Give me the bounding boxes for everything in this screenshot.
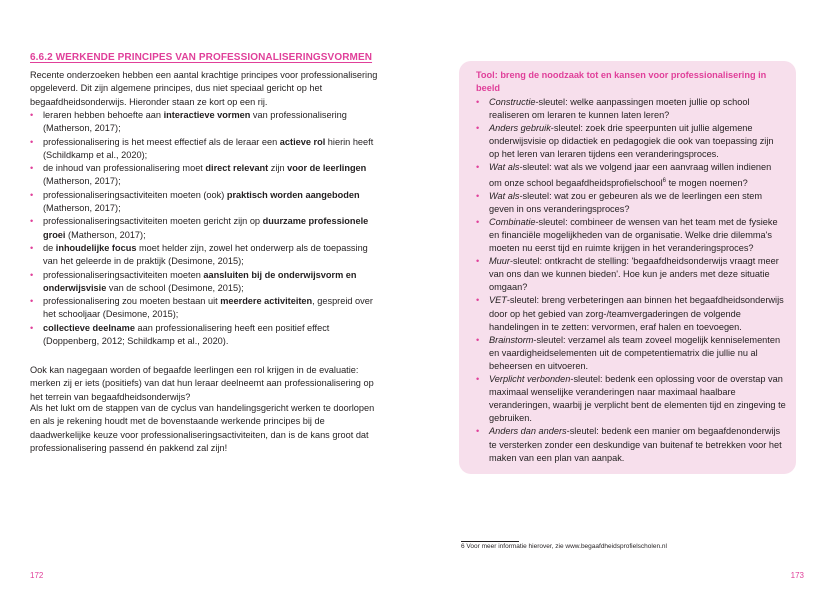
tool-list [476, 96, 786, 465]
item-text: professionaliseringsactiviteiten moeten [43, 269, 204, 280]
item-text: -sleutel: zoek drie speerpunten uit jullie algemene onderwijsvisie op didactiek en pedagogiek die ook van toepassing zijn op het leren van leraren tijdens een veranderingsproces. [489, 123, 774, 160]
item-text: te mogen noemen? [666, 177, 748, 188]
emphasis-text: Brainstorm [489, 334, 534, 345]
emphasis-text: Wat als [489, 162, 520, 173]
emphasis-text: Anders dan anders [489, 426, 567, 437]
item-text: -sleutel: verzamel als team zoveel mogelijk kenniselementen en vaardigheidselementen uit de competentiematrix die jullie nu al beheersen en uitvoeren. [489, 334, 781, 371]
tool-box [459, 61, 796, 474]
emphasis-text: Combinatie [489, 216, 536, 227]
emphasis-text: actieve rol [279, 136, 326, 147]
item-text: -sleutel: ontkracht de stelling: 'begaafdheidsonderwijs vraagt meer van ons dan we kunnen bieden'. Hoe kun je anders met deze situatie omgaan? [489, 256, 779, 293]
item-text: -sleutel: breng verbeteringen aan binnen het begaafdheidsonderwijs door op het gebied van zorg-/teamvergaderingen de volgende handelingen in te zetten: vervormen, eraf halen en toevoegen. [489, 295, 784, 332]
tool-item [476, 190, 786, 216]
right-page [419, 0, 838, 607]
tool-item [476, 216, 786, 255]
item-text: -sleutel: combineer de wensen van het team met de fysieke en financiële mogelijkheden van de organisatie. Welke drie dilemma's moeten nu eerst tijd en ruimte krijgen in het veranderingsproces? [489, 216, 778, 254]
principle-item [30, 136, 378, 163]
emphasis-text: VET [489, 295, 507, 306]
item-text: leraren hebben behoefte aan [43, 110, 164, 120]
emphasis-text: Constructie [489, 97, 536, 107]
item-text: van professionalisering (Matherson, 2017); [43, 110, 347, 134]
tool-item [476, 161, 786, 189]
item-text: -sleutel: bedenk een oplossing voor de overstap van maximaal wenselijke veranderingen naar maximaal haalbare veranderingen, waarbij je verplicht bent de elementen tijd en zingeving te gebruiken. [489, 374, 786, 424]
item-text: professionalisering is het meest effectief als de leraar een [43, 136, 280, 147]
item-text: -sleutel: wat zou er gebeuren als we de leerlingen een stem geven in ons veranderingsproces? [489, 190, 763, 214]
principle-item [30, 109, 378, 136]
page-number-right: 173 [790, 571, 804, 580]
principle-item [30, 189, 378, 216]
emphasis-text: collectieve deelname [43, 322, 135, 333]
footnote-marker: 6 [662, 177, 667, 184]
item-text: -sleutel: welke aanpassingen moeten jullie op school realiseren om leraren te kunnen laten leren? [489, 97, 750, 121]
principle-item [30, 322, 378, 349]
item-text: , gespreid over het schooljaar (Desimone, 2015); [43, 296, 373, 320]
footnote: 6 Voor meer informatie hierover, zie www.begaafdheidsprofielscholen.nl [461, 543, 667, 550]
principle-item [30, 295, 378, 322]
principle-item [30, 215, 378, 242]
emphasis-text: Wat als [489, 190, 520, 201]
tool-item [476, 334, 786, 373]
emphasis-text: meerdere activiteiten [220, 296, 313, 307]
emphasis-text: praktisch worden aangeboden [226, 189, 360, 200]
item-text: -sleutel: wat als we volgend jaar een aanvraag willen indienen om onze school begaafdheidsprofielschool [489, 162, 772, 188]
item-text: zijn [268, 163, 288, 174]
evaluation-paragraph: Ook kan nagegaan worden of begaafde leerlingen een rol krijgen in de evaluatie: merken zij er iets (positiefs) van dat hun leraar deelneemt aan professionalisering op het terrein van begaafdheidsonderwijs? [30, 365, 374, 402]
emphasis-text: duurzame professionele groei [43, 216, 369, 240]
emphasis-text: Anders gebruik [489, 123, 551, 134]
tool-item [476, 122, 786, 161]
emphasis-text: direct relevant [205, 163, 269, 174]
emphasis-text: aansluiten bij de onderwijsvorm en onderwijsvisie [43, 269, 357, 293]
item-text: professionalisering zou moeten bestaan uit [43, 296, 221, 307]
item-text: moet helder zijn, zowel het onderwerp als de toepassing van het geleerde in de praktijk (Desimone, 2015); [43, 242, 368, 267]
principle-item [30, 162, 378, 189]
conclusion-paragraph: Als het lukt om de stappen van de cyclus van handelingsgericht werken te doorlopen en als je rekening houdt met de bovenstaande werkende principes bij de daadwerkelijke keuze voor professionaliseringsactiviteiten, dan is de kans groot dat professionalisering passend én pakkend zal zijn! [30, 403, 375, 453]
item-text: (Matherson, 2017); [43, 203, 121, 214]
principle-item [30, 242, 378, 269]
tool-item [476, 425, 786, 464]
emphasis-text: inhoudelijke focus [55, 242, 137, 253]
item-text: professionaliseringsactiviteiten moeten gericht zijn op [43, 216, 263, 227]
tool-item [476, 294, 786, 333]
emphasis-text: interactieve vormen [163, 110, 251, 120]
tool-item [476, 373, 786, 425]
tool-box-title: Tool: breng de noodzaak tot en kansen voor professionalisering in beeld [476, 70, 767, 94]
emphasis-text: Verplicht verbonden [489, 374, 571, 385]
intro-paragraph: Recente onderzoeken hebben een aantal krachtige principes voor professionalisering opgeleverd. Dit zijn algemene principes, dus niet speciaal gericht op het begaafdheidsonderwijs. Hieronder staan ze kort op een rij. [30, 70, 378, 107]
item-text: aan professionalisering heeft een positief effect (Doppenberg, 2012; Schildkamp et al., 2020). [43, 322, 330, 347]
emphasis-text: Muur [489, 256, 510, 267]
item-text: van de school (Desimone, 2015); [106, 282, 244, 293]
item-text: (Matherson, 2017); [65, 229, 146, 240]
principles-list [30, 109, 378, 348]
item-text: hierin heeft (Schildkamp et al., 2020); [43, 136, 374, 160]
emphasis-text: voor de leerlingen [287, 163, 367, 174]
page-number-left: 172 [30, 571, 44, 580]
item-text: de [43, 242, 56, 253]
item-text: -sleutel: bedenk een manier om begaafdenonderwijs te versterken zonder een deskundige van buitenaf te betrekken voor het maken van een plan van aanpak. [489, 426, 782, 463]
footnote-rule [461, 541, 519, 542]
item-text: (Matherson, 2017); [43, 176, 121, 187]
tool-item [476, 96, 786, 122]
principle-item [30, 269, 378, 296]
item-text: de inhoud van professionalisering moet [43, 163, 206, 174]
item-text: professionaliseringsactiviteiten moeten (ook) [43, 189, 227, 200]
tool-item [476, 255, 786, 294]
section-heading: 6.6.2 WERKENDE PRINCIPES VAN PROFESSIONALISERINGSVORMEN [30, 52, 373, 63]
